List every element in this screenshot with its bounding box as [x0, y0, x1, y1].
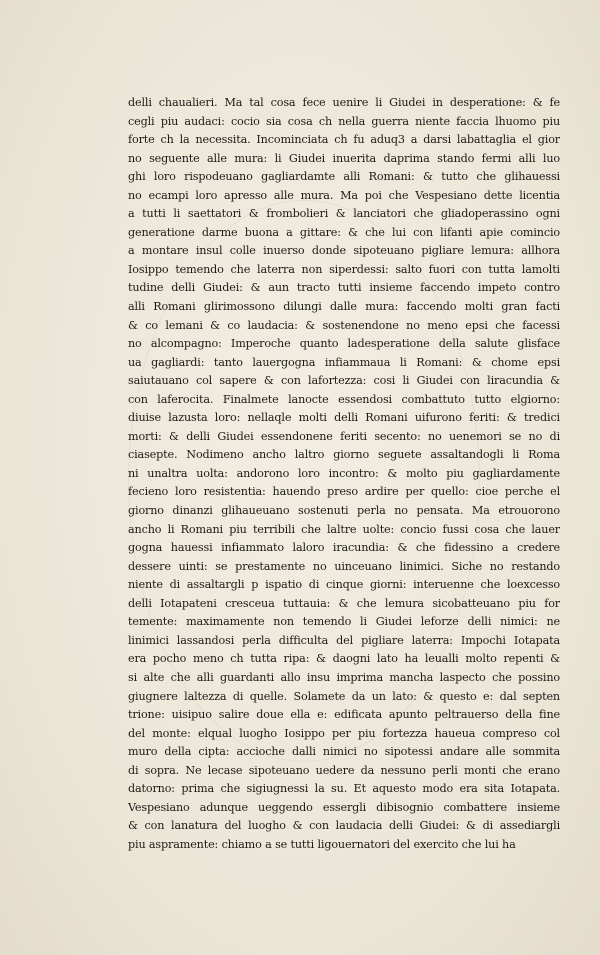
- text-line: datorno: prima che sigiugnessi la su. Et aquesto modo era sita Iotapata.: [128, 782, 560, 796]
- text-line: temente: maximamente non temendo li Giudei leforze delli nimici: ne: [128, 615, 560, 629]
- text-line: no seguente alle mura: li Giudei inuerita daprima stando fermi alli luo: [128, 151, 560, 165]
- text-line: forte ch la necessita. Incominciata ch fu aduq3 a darsi labattaglia el gior: [128, 133, 560, 147]
- text-line: dessere uinti: se prestamente no uinceuano linimici. Siche no restando: [128, 559, 560, 573]
- text-line: trione: uisipuo salire doue ella e: edificata apunto peltrauerso della fine: [128, 708, 560, 722]
- text-line: linimici lassandosi perla difficulta del pigliare laterra: Impochi Iotapata: [128, 633, 560, 647]
- text-line: si alte che alli guardanti allo insu imprima mancha laspecto che possino: [128, 670, 560, 684]
- text-line: giugnere laltezza di quelle. Solamete da un lato: & questo e: dal septen: [128, 689, 560, 703]
- text-line: tudine delli Giudei: & aun tracto tutti insieme faccendo impeto contro: [128, 281, 560, 295]
- text-line: giorno dinanzi glihaueuano sostenuti perla no pensata. Ma etrouorono: [128, 504, 560, 518]
- body-text: [128, 94, 560, 854]
- text-line: delli Iotapateni cresceua tuttauia: & che lemura sicobatteuano piu for: [128, 596, 560, 610]
- text-line: del monte: elqual luogho Iosippo per piu fortezza haueua compreso col: [128, 726, 560, 740]
- text-line: niente di assaltargli p ispatio di cinque giorni: interuenne che loexcesso: [128, 578, 560, 592]
- text-line: diuise lazusta loro: nellaqle molti delli Romani uifurono feriti: & tredici: [128, 411, 560, 425]
- text-line: fecieno loro resistentia: hauendo preso ardire per quello: cioe perche el: [128, 485, 560, 499]
- text-line: a tutti li saettatori & frombolieri & lanciatori che gliadoperassino ogni: [128, 207, 560, 221]
- text-line: muro della cipta: accioche dalli nimici no sipotessi andare alle sommita: [128, 745, 560, 759]
- text-line: cegli piu audaci: cocio sia cosa ch nella guerra niente faccia lhuomo piu: [128, 114, 560, 128]
- text-line: Iosippo temendo che laterra non siperdessi: salto fuori con tutta lamolti: [128, 262, 560, 276]
- text-line: con laferocita. Finalmete lanocte essendosi combattuto tutto elgiorno:: [128, 392, 560, 406]
- text-line: a montare insul colle inuerso donde sipoteuano pigliare lemura: allhora: [128, 244, 560, 258]
- text-line: di sopra. Ne lecase sipoteuano uedere da nessuno perli monti che erano: [128, 763, 560, 777]
- text-line: piu aspramente: chiamo a se tutti ligouernatori del exercito che lui ha: [128, 837, 516, 851]
- text-line: & co lemani & co laudacia: & sostenendone no meno epsi che facessi: [128, 318, 560, 332]
- text-line: era pocho meno ch tutta ripa: & daogni lato ha leualli molto repenti &: [128, 652, 560, 666]
- text-line: ciasepte. Nodimeno ancho laltro giorno seguete assaltandogli li Roma: [128, 448, 560, 462]
- text-line: ni unaltra uolta: andorono loro incontro: & molto piu gagliardamente: [128, 466, 560, 480]
- text-line: ua gagliardi: tanto lauergogna infiammaua li Romani: & chome epsi: [128, 355, 560, 369]
- text-line: gogna hauessi infiammato laloro iracundia: & che fidessino a credere: [128, 541, 560, 555]
- text-line: generatione darme buona a gittare: & che lui con lifanti apie comincio: [128, 225, 560, 239]
- text-line: no ecampi loro apresso alle mura. Ma poi che Vespesiano dette licentia: [128, 188, 560, 202]
- text-line: morti: & delli Giudei essendonene feriti secento: no uenemori se no di: [128, 429, 560, 443]
- text-line: saiutauano col sapere & con lafortezza: cosi li Giudei con liracundia &: [128, 374, 560, 388]
- text-line: delli chaualieri. Ma tal cosa fece uenire li Giudei in desperatione: & fe: [128, 96, 560, 109]
- text-line: Vespesiano adunque ueggendo essergli dibisognio combattere insieme: [128, 800, 560, 814]
- text-line: & con lanatura del luogho & con laudacia delli Giudei: & di assediargli: [128, 819, 560, 833]
- text-line: alli Romani glirimossono dilungi dalle mura: faccendo molti gran facti: [128, 300, 560, 314]
- text-line: ghi loro rispodeuano gagliardamte alli Romani: & tutto che glihauessi: [128, 170, 560, 184]
- text-line: no alcompagno: Imperoche quanto ladesperatione della salute glisface: [128, 337, 560, 351]
- text-line: ancho li Romani piu terribili che laltre uolte: concio fussi cosa che lauer: [128, 522, 560, 536]
